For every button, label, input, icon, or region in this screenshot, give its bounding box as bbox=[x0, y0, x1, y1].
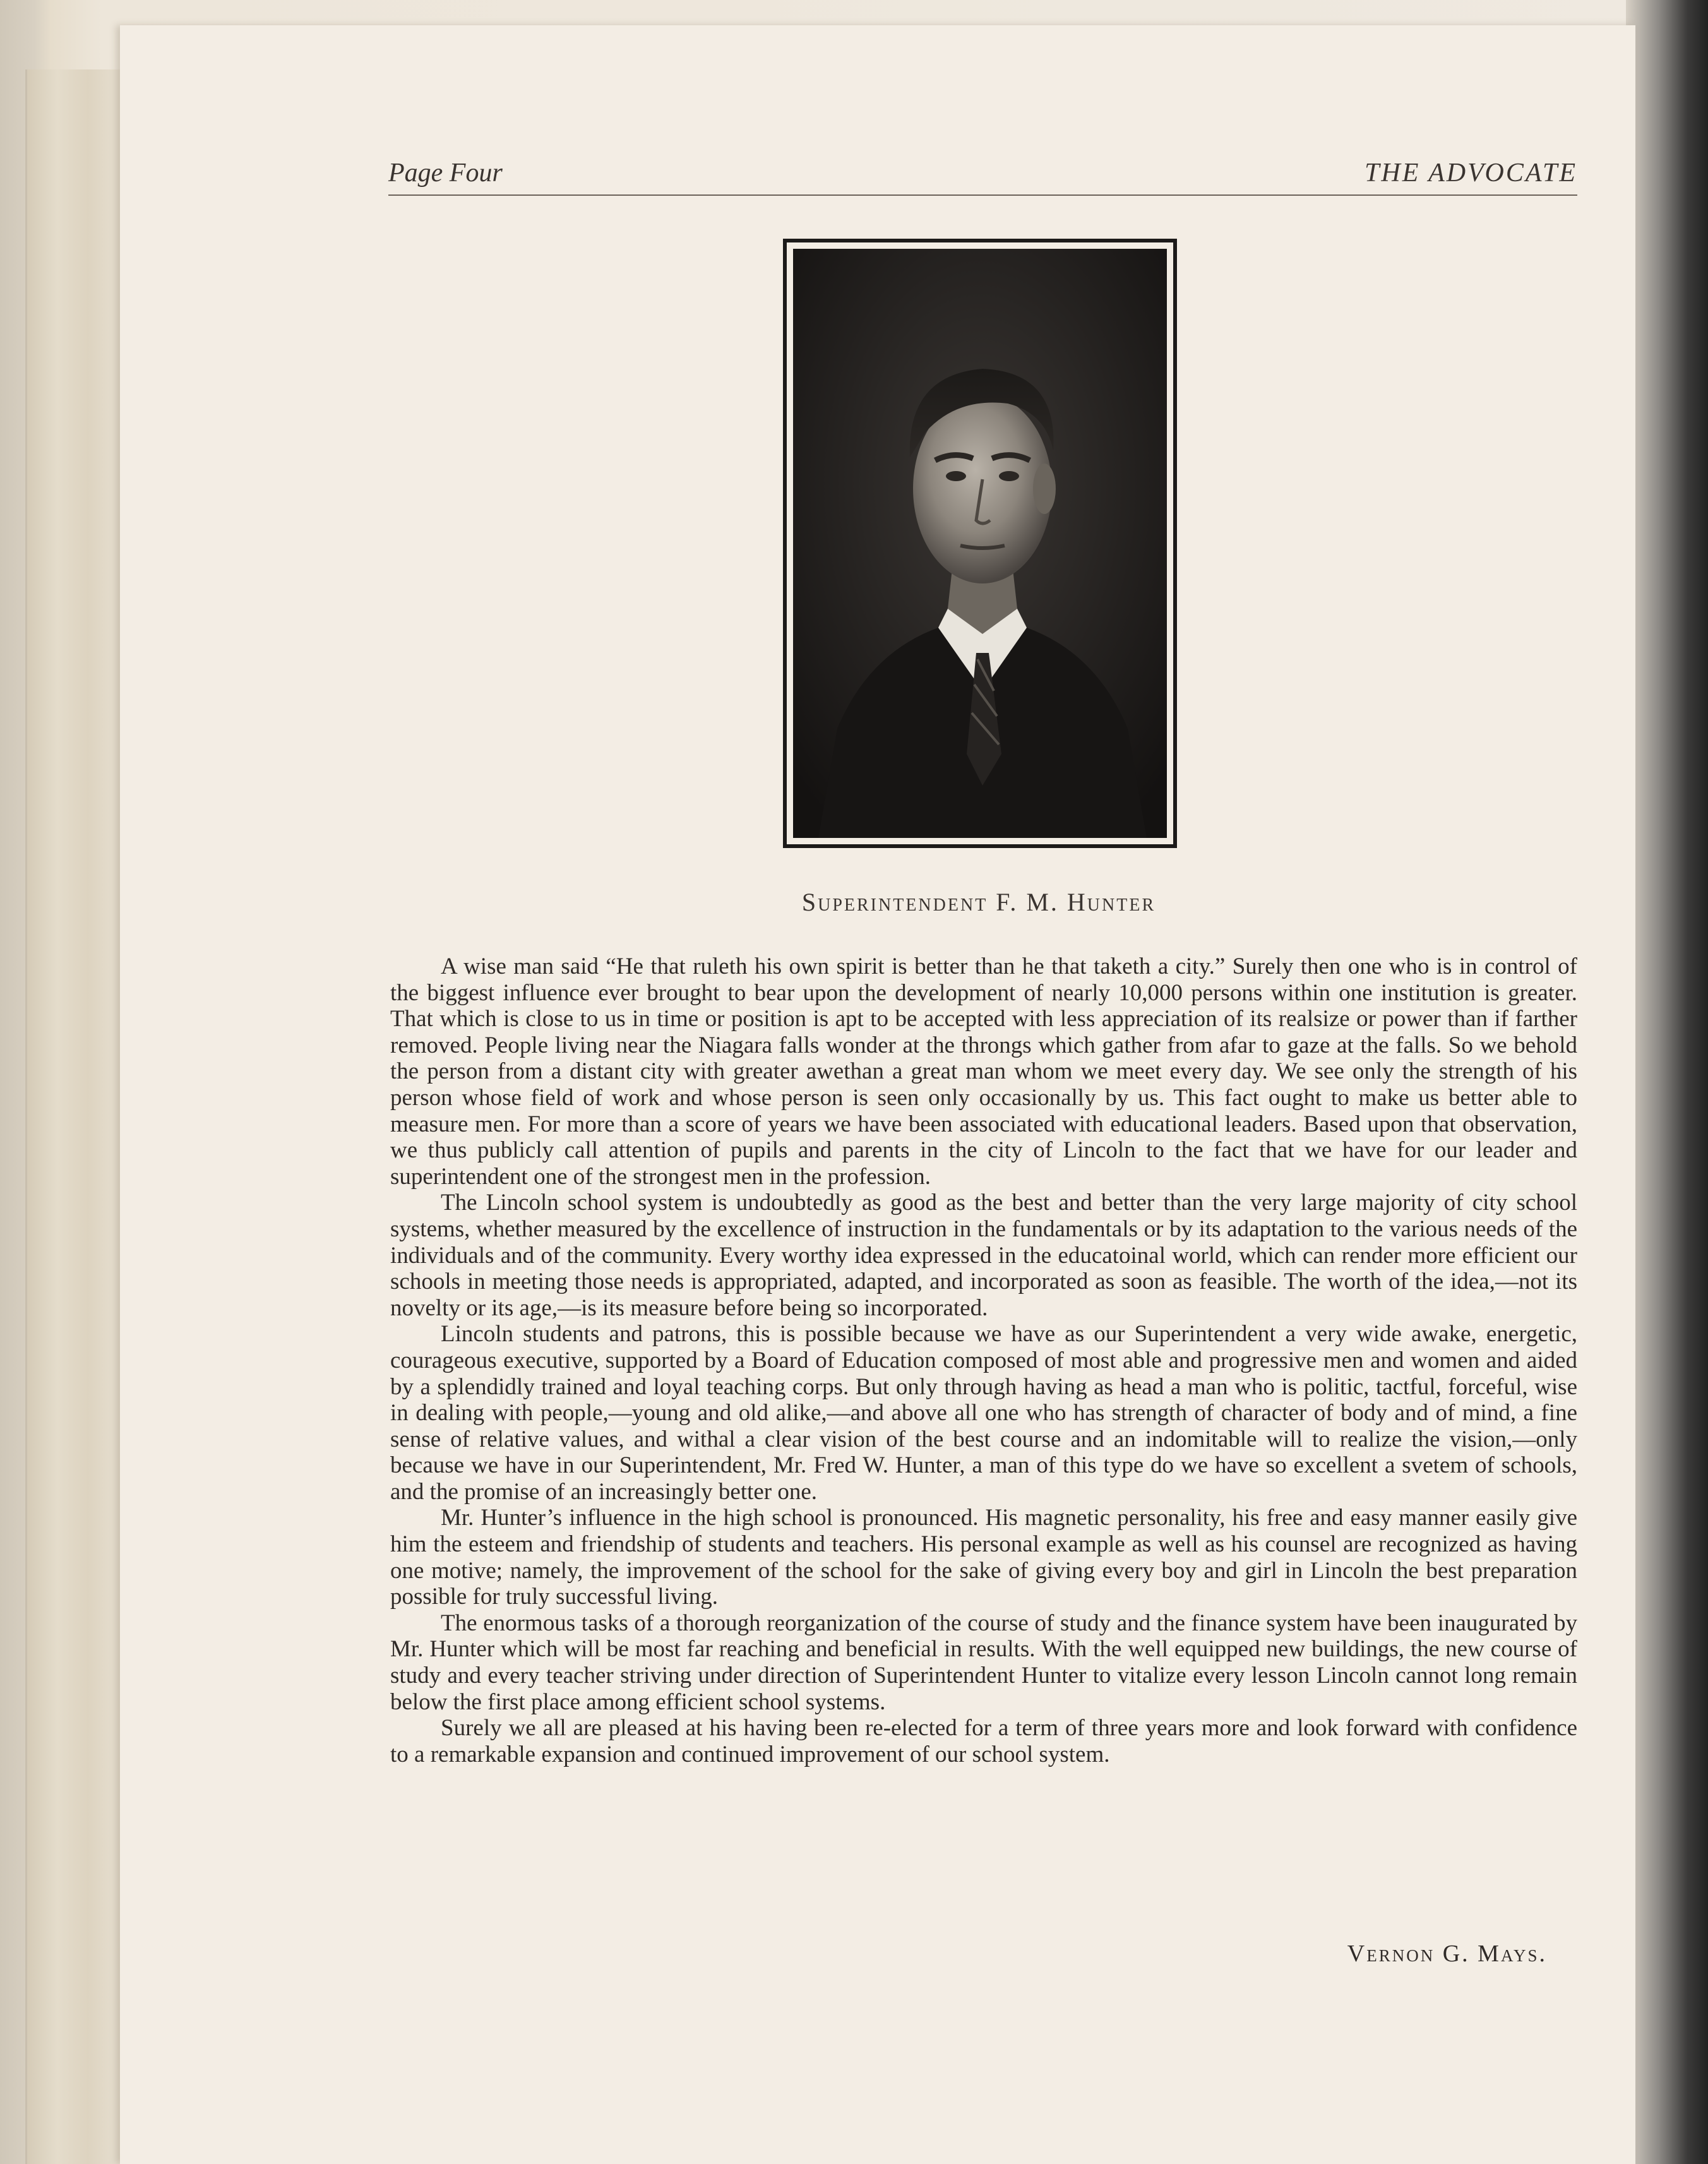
running-head bbox=[388, 158, 1577, 196]
scanner-edge-shadow bbox=[1626, 0, 1708, 2164]
photo-caption: Superintendent F. M. Hunter bbox=[801, 888, 1156, 916]
article-paragraph: Mr. Hunter’s influence in the high school is pronounced. His magnetic personality, his free and easy manner easily give him the esteem and friendship of students and teachers. His personal example as well as his counsel are recognized as having one motive; namely, the improvement of the school for the sake of giving every boy and girl in Lincoln the best preparation possible for truly successful living. bbox=[390, 1505, 1577, 1610]
page-number-label: Page Four bbox=[388, 158, 503, 188]
header-rule bbox=[388, 194, 1577, 196]
article-paragraph: The enormous tasks of a thorough reorganization of the course of study and the finance system have been inaugurated by Mr. Hunter which will be most far reaching and beneficial in results. With the well equipped new buildings, the new course of study and every teacher striving under direction of Superintendent Hunter to vitalize every lesson Lincoln cannot long remain below the first place among efficient school systems. bbox=[390, 1610, 1577, 1715]
article-paragraph: A wise man said “He that ruleth his own spirit is better than he that taketh a city.” Surely then one who is in control of the biggest influence ever brought to bear upon the development of nearly 10,000 persons within one institution is greater. That which is close to us in time or position is apt to be accepted with less appreciation of its realsize or power than if farther removed. People living near the Niagara falls wonder at the throngs which gather from afar to gaze at the falls. So we behold the person from a distant city with greater awethan a great man whom we meet every day. We see only the strength of his person whose field of work and whose person is seen only occasionally by us. This fact ought to make us better able to measure men. For more than a score of years we have been associated with educational leaders. Based upon that observation, we thus publicly call attention of pupils and parents in the city of Lincoln to the fact that we have for our leader and superintendent one of the strongest men in the profession. bbox=[390, 953, 1577, 1190]
article-paragraph: Surely we all are pleased at his having been re-elected for a term of three years more and look forward with confidence to a remarkable expansion and continued improvement of our school system. bbox=[390, 1715, 1577, 1767]
article-body bbox=[390, 953, 1577, 1767]
author-signature: Vernon G. Mays. bbox=[1347, 1940, 1547, 1967]
article-paragraph: Lincoln students and patrons, this is possible because we have as our Superintendent a very wide awake, energetic, courageous executive, supported by a Board of Education composed of most able and progressive men and women and aided by a splendidly trained and loyal teaching corps. But only through having as head a man who is politic, tactful, forceful, wise in dealing with people,—young and old alike,—and above all one who has strength of character of body and of mind, a fine sense of relative values, and withal a clear vision of the best course and an indomitable will to realize the vision,—only because we have in our Superintendent, Mr. Fred W. Hunter, a man of this type do we have so excellent a svetem of schools, and the promise of an increasingly better one. bbox=[390, 1321, 1577, 1505]
portrait-photo bbox=[783, 239, 1177, 848]
publication-title: THE ADVOCATE bbox=[1365, 158, 1577, 188]
article-paragraph: The Lincoln school system is undoubtedly as good as the best and better than the very large majority of city school systems, whether measured by the excellence of instruction in the fundamentals or by its adaptation to the various needs of the individuals and of the community. Every worthy idea expressed in the educatoinal world, which can render more efficient our schools in meeting those needs is appropriated, adapted, and incorporated as soon as feasible. The worth of the idea,—not its novelty or its age,—is its measure before being so incorporated. bbox=[390, 1190, 1577, 1321]
portrait-image bbox=[793, 249, 1167, 838]
book-edge bbox=[25, 69, 128, 2164]
